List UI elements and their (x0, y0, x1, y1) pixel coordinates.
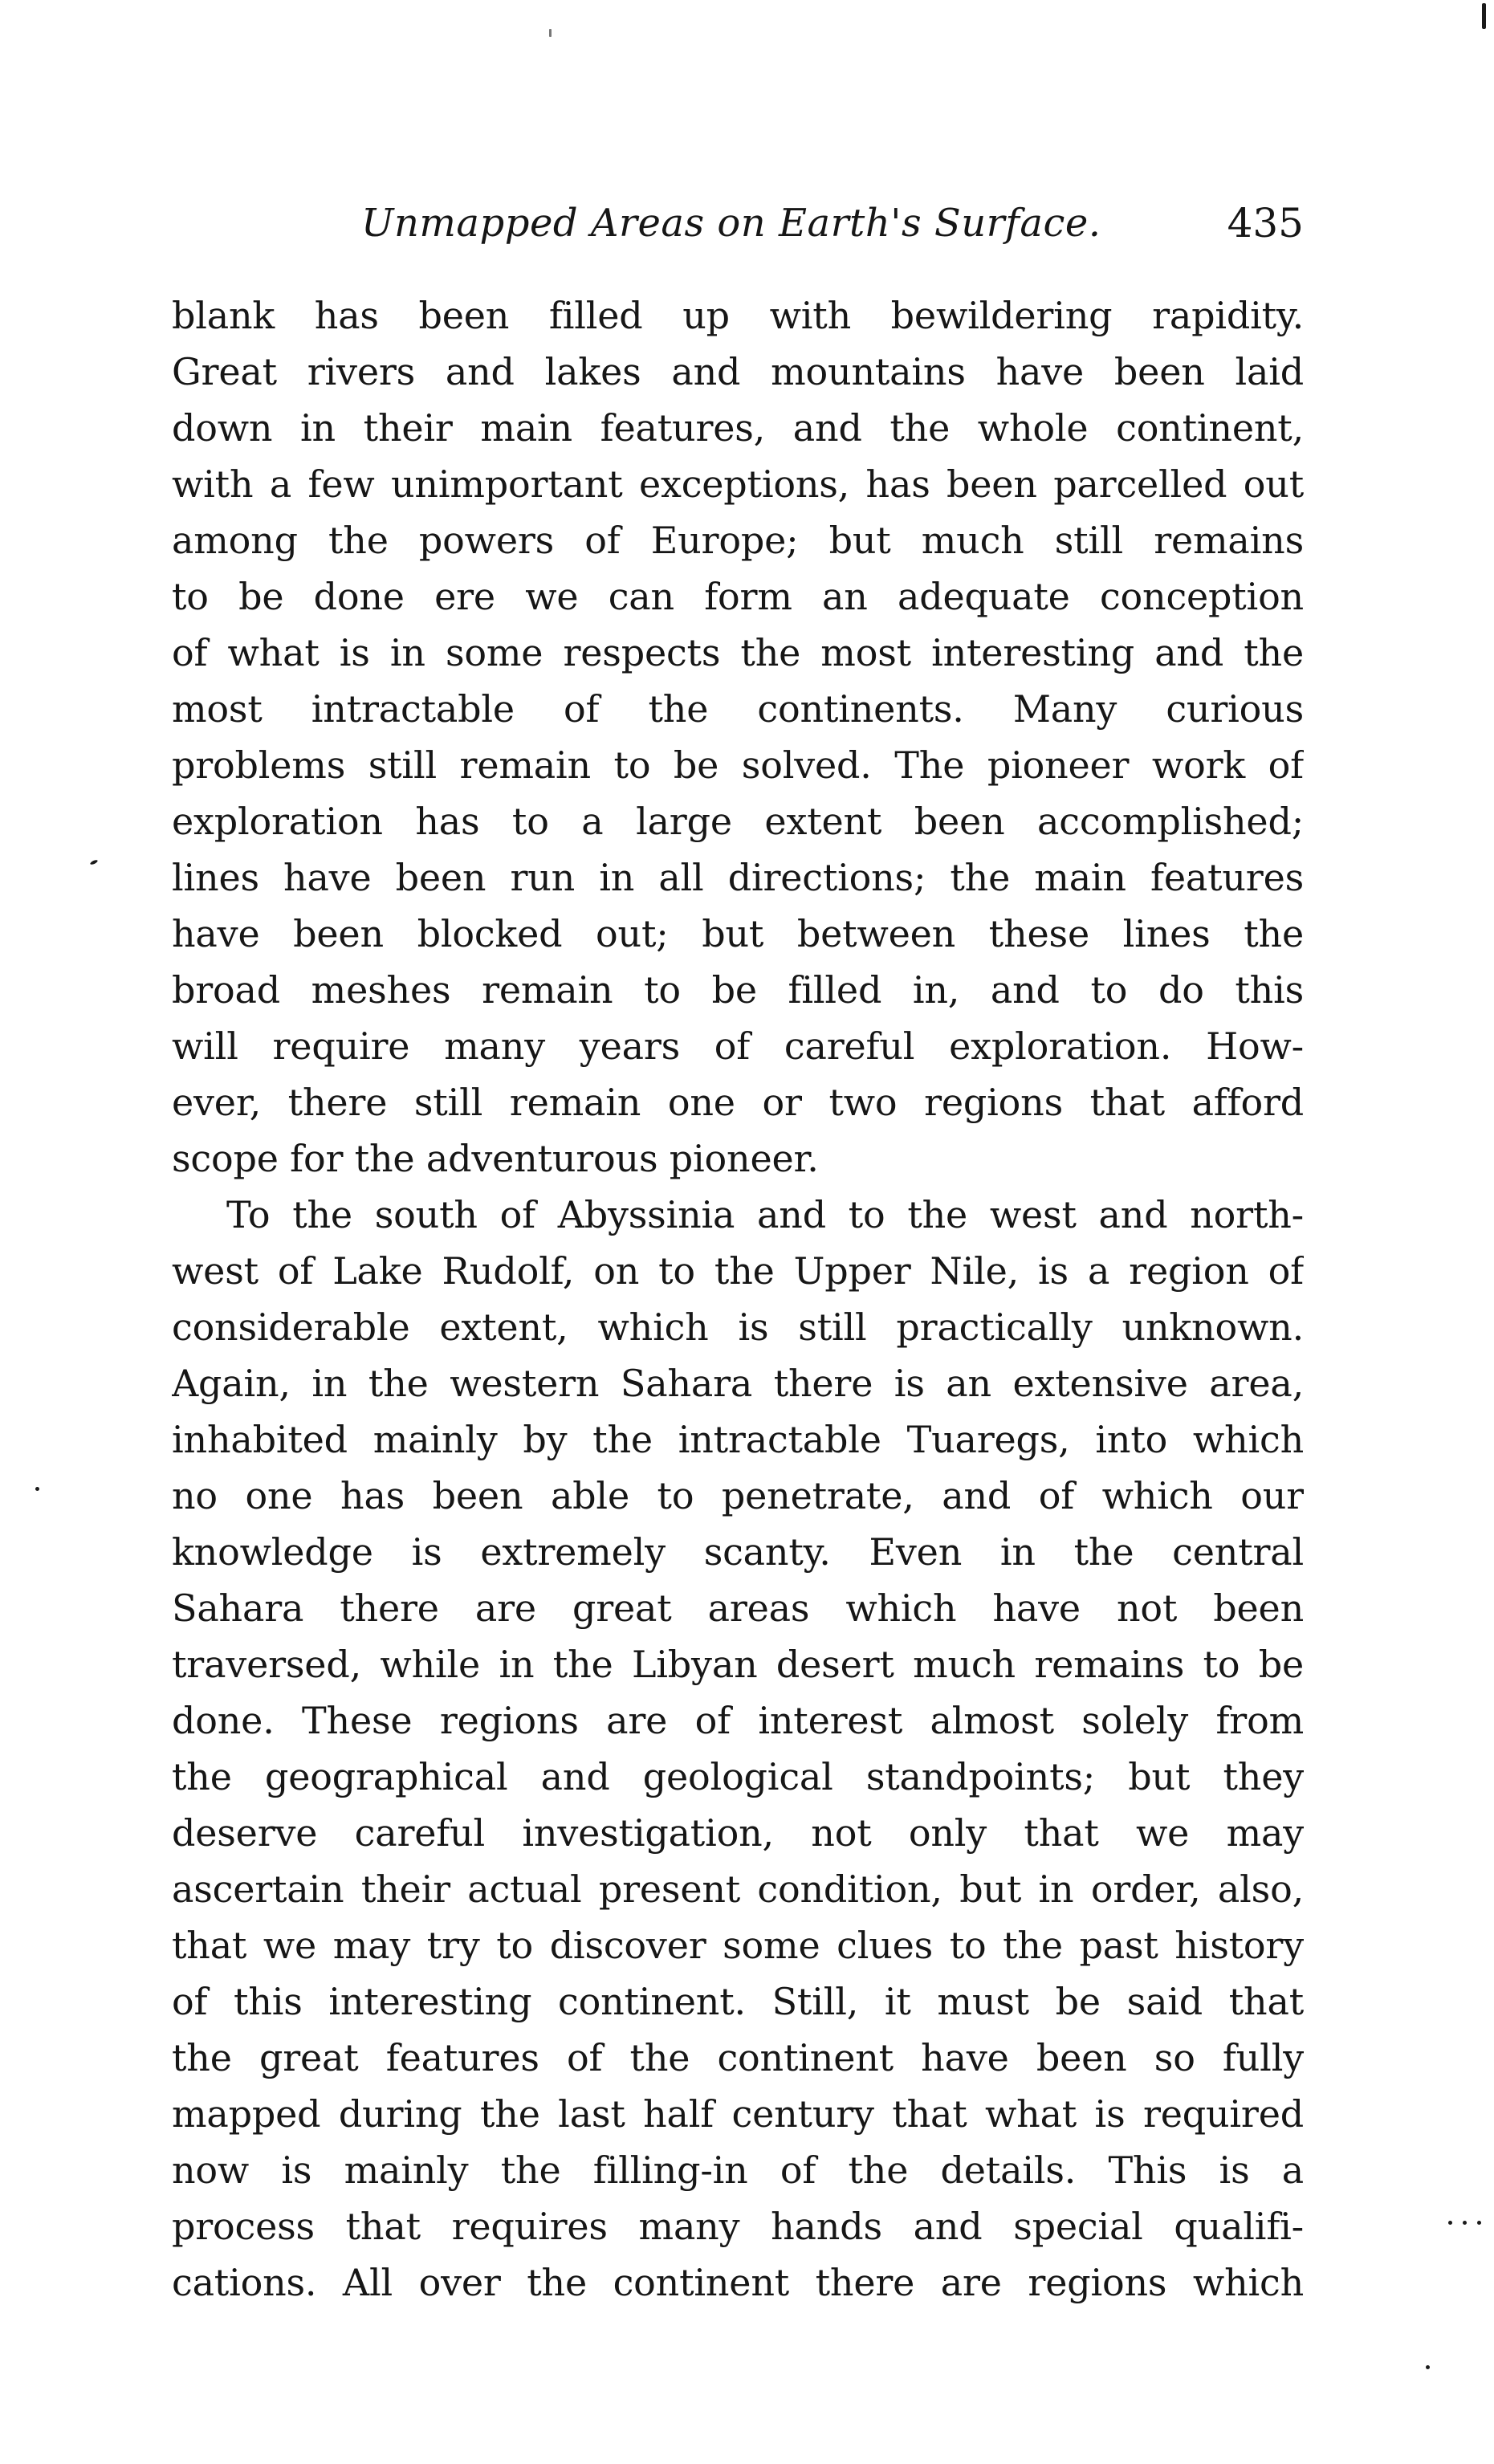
text-line: knowledge is extremely scanty. Even in the central (172, 1530, 1304, 1574)
text-line: broad meshes remain to be filled in, and to do this (172, 968, 1304, 1012)
scan-mark (1482, 3, 1486, 29)
margin-speck (35, 1487, 39, 1491)
text-line: with a few unimportant exceptions, has been parcelled out (172, 462, 1304, 506)
text-line: considerable extent, which is still practically unknown. (172, 1305, 1304, 1349)
text-line: the great features of the continent have been so fully (172, 2036, 1304, 2079)
text-line: that we may try to discover some clues to the past history (172, 1924, 1304, 1967)
text-line: traversed, while in the Libyan desert much remains to be (172, 1643, 1304, 1686)
text-line: process that requires many hands and special qualifi- (172, 2205, 1304, 2248)
text-line: west of Lake Rudolf, on to the Upper Nile, is a region of (172, 1249, 1304, 1293)
body-text (172, 287, 1304, 2311)
text-line: to be done ere we can form an adequate conception (172, 575, 1304, 618)
running-title: Unmapped Areas on Earth's Surface. (361, 201, 1101, 246)
text-line: blank has been filled up with bewildering rapidity. (172, 294, 1304, 337)
text-line: the geographical and geological standpoints; but they (172, 1755, 1304, 1798)
margin-speck (1426, 2365, 1430, 2369)
margin-dots (1448, 2221, 1488, 2227)
text-line: among the powers of Europe; but much still remains (172, 519, 1304, 562)
text-line: of this interesting continent. Still, it must be said that (172, 1980, 1304, 2023)
paragraph-start-line: To the south of Abyssinia and to the west and north- (226, 1193, 1304, 1236)
text-line: cations. All over the continent there are regions which (172, 2261, 1304, 2304)
text-line: will require many years of careful exploration. How- (172, 1024, 1304, 1068)
text-line: done. These regions are of interest almost solely from (172, 1699, 1304, 1742)
text-line: down in their main features, and the whole continent, (172, 406, 1304, 450)
scan-speck (549, 29, 552, 37)
text-line: of what is in some respects the most interesting and the (172, 631, 1304, 674)
text-line: lines have been run in all directions; the main features (172, 856, 1304, 899)
text-line: deserve careful investigation, not only that we may (172, 1811, 1304, 1855)
paragraph-end-line: scope for the adventurous pioneer. (172, 1137, 819, 1180)
text-line: inhabited mainly by the intractable Tuaregs, into which (172, 1418, 1304, 1461)
text-line: ever, there still remain one or two regions that afford (172, 1081, 1304, 1124)
text-line: most intractable of the continents. Many curious (172, 687, 1304, 731)
text-line: problems still remain to be solved. The pioneer work of (172, 743, 1304, 787)
page-number: 435 (1227, 200, 1304, 246)
text-line: exploration has to a large extent been accomplished; (172, 800, 1304, 843)
text-line: no one has been able to penetrate, and of which our (172, 1474, 1304, 1517)
text-line: mapped during the last half century that what is required (172, 2092, 1304, 2136)
margin-speck (90, 859, 99, 865)
text-line: Again, in the western Sahara there is an extensive area, (172, 1362, 1304, 1405)
running-head (172, 191, 1304, 255)
text-line: Sahara there are great areas which have not been (172, 1586, 1304, 1630)
text-line: ascertain their actual present condition, but in order, also, (172, 1867, 1304, 1911)
text-line: have been blocked out; but between these lines the (172, 912, 1304, 955)
text-line: now is mainly the filling-in of the details. This is a (172, 2148, 1304, 2192)
text-line: Great rivers and lakes and mountains have been laid (172, 350, 1304, 393)
